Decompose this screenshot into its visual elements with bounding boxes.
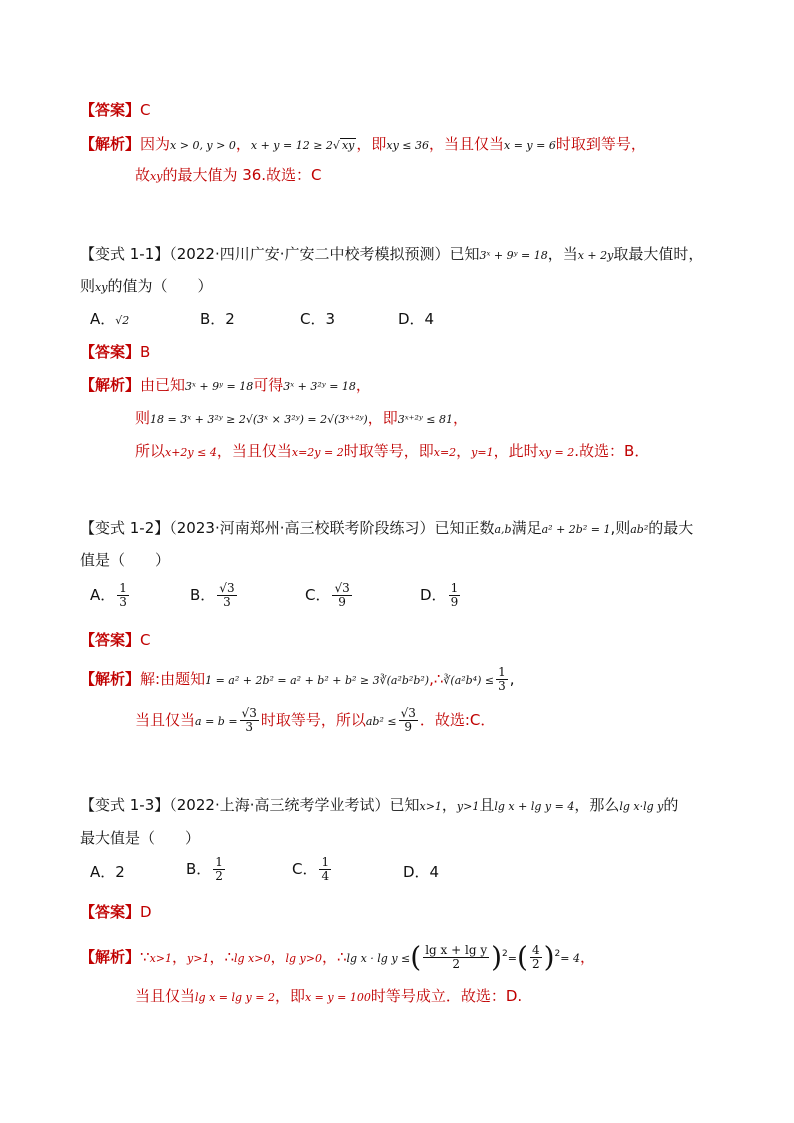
text: 则 bbox=[135, 409, 151, 427]
option-a: A． $\frac{1}{3}$ bbox=[90, 581, 127, 609]
option-a: A．2 bbox=[90, 863, 125, 881]
explanation-line-1a bbox=[80, 134, 646, 156]
text: ， bbox=[235, 135, 251, 153]
answer-value: B bbox=[140, 343, 151, 361]
answer-tag: 【答案】 bbox=[80, 343, 141, 361]
math: x + y = 12 ≥ 2√ xy bbox=[250, 139, 355, 152]
text: 时取到等号， bbox=[555, 135, 646, 153]
math: 18 = 3ˣ + 3²ʸ ≥ 2√(3ˣ × 3²ʸ) = 2√(3ˣ⁺²ʸ) bbox=[150, 413, 368, 426]
explanation-line-3b: 当且仅当a = b = $\frac{√3}{3}$ 时取等号，所以ab² ≤ $\frac{√3}{9}$ ．故选:C． bbox=[135, 706, 496, 734]
math: 3ˣ + 9ʸ = 18 bbox=[479, 249, 548, 262]
text: ，即 bbox=[356, 135, 387, 153]
math: xy ≤ 36 bbox=[386, 139, 429, 152]
answer-line-3: 【答案】C bbox=[80, 631, 151, 649]
explanation-line-4a: 【解析】∵x>1，y>1，∴lg x>0，lg y>0，∴lg x · lg y ≤( $\frac{\text{lg x + lg y}}{2}$ )$^2$=( $\frac{4}{2}$ )$^2$= 4， bbox=[80, 940, 595, 974]
explanation-line-1b bbox=[135, 165, 322, 187]
text: ，当且仅当 bbox=[429, 135, 505, 153]
explanation-line-2b bbox=[135, 408, 468, 430]
option-d: D．4 bbox=[403, 863, 440, 881]
text: ，当 bbox=[547, 245, 578, 263]
text: 故 bbox=[135, 166, 151, 184]
explanation-tag: 【解析】 bbox=[80, 376, 141, 394]
explanation-line-2a bbox=[80, 375, 371, 397]
text: 取最大值时， bbox=[613, 245, 704, 263]
option-b: B． $\frac{√3}{3}$ bbox=[190, 581, 235, 609]
text: 由已知 bbox=[140, 376, 186, 394]
math: x + 2y bbox=[577, 249, 614, 262]
text: ，即 bbox=[367, 409, 398, 427]
text: 可得 bbox=[253, 376, 284, 394]
math: xy bbox=[95, 281, 108, 294]
option-d: D． $\frac{1}{9}$ bbox=[420, 581, 459, 609]
text: 的值为（ ） bbox=[107, 277, 213, 295]
text: 因为 bbox=[140, 135, 171, 153]
explanation-tag: 【解析】 bbox=[80, 135, 141, 153]
text: ， bbox=[355, 376, 371, 394]
math: x > 0, y > 0 bbox=[170, 139, 236, 152]
question-line-3b: 值是（ ） bbox=[80, 551, 171, 569]
text: 【变式 1-1】（2022·四川广安·广安二中校考模拟预测）已知 bbox=[80, 245, 480, 263]
math: 3ˣ⁺²ʸ ≤ 81 bbox=[397, 413, 453, 426]
question-header-3: 【变式 1-2】（2023·河南郑州·高三校联考阶段练习）已知正数a,b满足a² + 2b² = 1,则ab²的最大 bbox=[80, 519, 694, 537]
explanation-line-3a: 【解析】解:由题知1 = a² + 2b² = a² + b² + b² ≥ 3∛(a²b²b²),∴∛(a²b⁴) ≤ $\frac{1}{3}$ , bbox=[80, 665, 515, 693]
math: 3ˣ + 3²ʸ = 18 bbox=[283, 380, 356, 393]
math: x = y = 6 bbox=[504, 139, 556, 152]
answer-line-1 bbox=[80, 100, 151, 120]
answer-line-2 bbox=[80, 342, 150, 362]
math: xy bbox=[150, 170, 163, 183]
explanation-line-2c: 所以x+2y ≤ 4，当且仅当x=2y = 2时取等号，即x=2，y=1，此时xy = 2.故选：B． bbox=[135, 442, 650, 460]
answer-value: C bbox=[140, 101, 151, 119]
option-d: D．4 bbox=[398, 310, 435, 328]
text: 则 bbox=[80, 277, 96, 295]
question-header-4: 【变式 1-3】（2022·上海·高三统考学业考试）已知x>1，y>1且lg x + lg y = 4，那么lg x·lg y的 bbox=[80, 796, 679, 814]
text: 的最大值为 36.故选：C bbox=[162, 166, 322, 184]
question-line-4b: 最大值是（ ） bbox=[80, 829, 201, 847]
option-c: C． $\frac{√3}{9}$ bbox=[305, 581, 350, 609]
answer-tag: 【答案】 bbox=[80, 101, 141, 119]
option-c: C． $\frac{1}{4}$ bbox=[292, 855, 330, 883]
option-b: B． $\frac{1}{2}$ bbox=[186, 855, 223, 883]
option-a: A．√2 bbox=[90, 310, 130, 328]
option-b: B．2 bbox=[200, 310, 235, 328]
text: ， bbox=[452, 409, 468, 427]
option-c: C．3 bbox=[300, 310, 336, 328]
question-header-2 bbox=[80, 244, 703, 266]
explanation-line-4b: 当且仅当lg x = lg y = 2，即x = y = 100时等号成立．故选：D. bbox=[135, 987, 523, 1005]
answer-line-4: 【答案】D bbox=[80, 903, 152, 921]
math: 3ˣ + 9ʸ = 18 bbox=[185, 380, 254, 393]
question-line-2b bbox=[80, 276, 212, 298]
